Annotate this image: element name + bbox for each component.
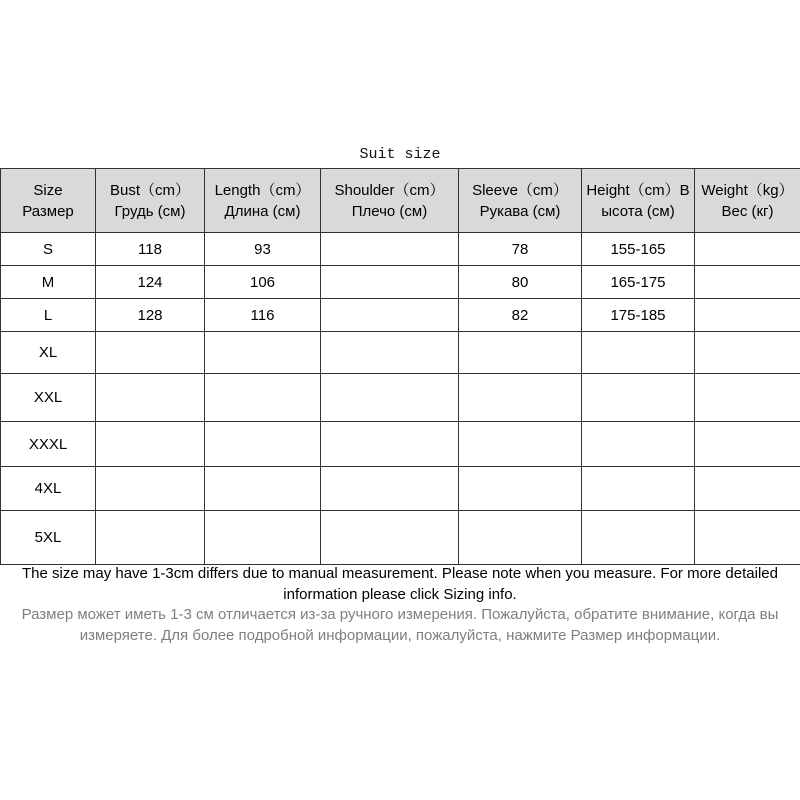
cell-height bbox=[582, 422, 695, 467]
table-row bbox=[1, 511, 800, 565]
header-weight: Weight（kg） Вес (кг) bbox=[695, 169, 800, 233]
cell-size: XL bbox=[1, 332, 96, 374]
cell-bust bbox=[96, 511, 205, 565]
cell-sleeve: 80 bbox=[459, 266, 582, 299]
cell-length bbox=[205, 467, 321, 511]
cell-weight bbox=[695, 233, 800, 266]
cell-height: 175-185 bbox=[582, 299, 695, 332]
cell-weight bbox=[695, 374, 800, 422]
cell-height bbox=[582, 511, 695, 565]
cell-bust: 128 bbox=[96, 299, 205, 332]
note-english: The size may have 1-3cm differs due to manual measurement. Please note when you measure. For more detailed information please click Sizing info. bbox=[22, 565, 778, 603]
cell-height bbox=[582, 467, 695, 511]
cell-shoulder bbox=[321, 299, 459, 332]
table-row bbox=[1, 422, 800, 467]
table-row bbox=[1, 467, 800, 511]
note-russian: Размер может иметь 1-3 см отличается из-за ручного измерения. Пожалуйста, обратите внимание, когда вы измеряете. Для более подробной информации, пожалуйста, нажмите Размер информации. bbox=[21, 606, 779, 644]
cell-length: 116 bbox=[205, 299, 321, 332]
cell-weight bbox=[695, 266, 800, 299]
cell-length bbox=[205, 422, 321, 467]
cell-weight bbox=[695, 332, 800, 374]
cell-length: 93 bbox=[205, 233, 321, 266]
chart-title: Suit size bbox=[359, 146, 441, 163]
cell-length: 106 bbox=[205, 266, 321, 299]
size-table bbox=[0, 168, 800, 565]
cell-bust bbox=[96, 422, 205, 467]
cell-shoulder bbox=[321, 422, 459, 467]
cell-bust: 124 bbox=[96, 266, 205, 299]
header-shoulder: Shoulder（cm） Плечо (см) bbox=[321, 169, 459, 233]
cell-size: S bbox=[1, 233, 96, 266]
cell-bust bbox=[96, 332, 205, 374]
cell-weight bbox=[695, 422, 800, 467]
table-row bbox=[1, 332, 800, 374]
cell-length bbox=[205, 511, 321, 565]
cell-bust bbox=[96, 374, 205, 422]
cell-shoulder bbox=[321, 467, 459, 511]
cell-sleeve bbox=[459, 467, 582, 511]
cell-weight bbox=[695, 511, 800, 565]
table-header-row bbox=[1, 169, 800, 233]
cell-shoulder bbox=[321, 374, 459, 422]
cell-height bbox=[582, 332, 695, 374]
table-row bbox=[1, 374, 800, 422]
cell-height: 155-165 bbox=[582, 233, 695, 266]
cell-sleeve: 78 bbox=[459, 233, 582, 266]
cell-size: L bbox=[1, 299, 96, 332]
header-bust: Bust（cm） Грудь (см) bbox=[96, 169, 205, 233]
header-sleeve: Sleeve（cm） Рукава (см) bbox=[459, 169, 582, 233]
header-length: Length（cm） Длина (см) bbox=[205, 169, 321, 233]
cell-bust bbox=[96, 467, 205, 511]
cell-length bbox=[205, 374, 321, 422]
cell-sleeve bbox=[459, 374, 582, 422]
cell-size: 4XL bbox=[1, 467, 96, 511]
table-row bbox=[1, 233, 800, 266]
cell-sleeve bbox=[459, 422, 582, 467]
cell-weight bbox=[695, 299, 800, 332]
cell-length bbox=[205, 332, 321, 374]
cell-shoulder bbox=[321, 233, 459, 266]
header-height: Height（cm）В ысота (см) bbox=[582, 169, 695, 233]
cell-weight bbox=[695, 467, 800, 511]
table-row bbox=[1, 299, 800, 332]
cell-height: 165-175 bbox=[582, 266, 695, 299]
cell-sleeve bbox=[459, 332, 582, 374]
cell-bust: 118 bbox=[96, 233, 205, 266]
cell-sleeve bbox=[459, 511, 582, 565]
cell-size: XXL bbox=[1, 374, 96, 422]
cell-shoulder bbox=[321, 511, 459, 565]
header-size: Size Размер bbox=[1, 169, 96, 233]
cell-size: 5XL bbox=[1, 511, 96, 565]
table-row bbox=[1, 266, 800, 299]
cell-size: XXXL bbox=[1, 422, 96, 467]
cell-size: M bbox=[1, 266, 96, 299]
cell-height bbox=[582, 374, 695, 422]
cell-sleeve: 82 bbox=[459, 299, 582, 332]
cell-shoulder bbox=[321, 332, 459, 374]
cell-shoulder bbox=[321, 266, 459, 299]
